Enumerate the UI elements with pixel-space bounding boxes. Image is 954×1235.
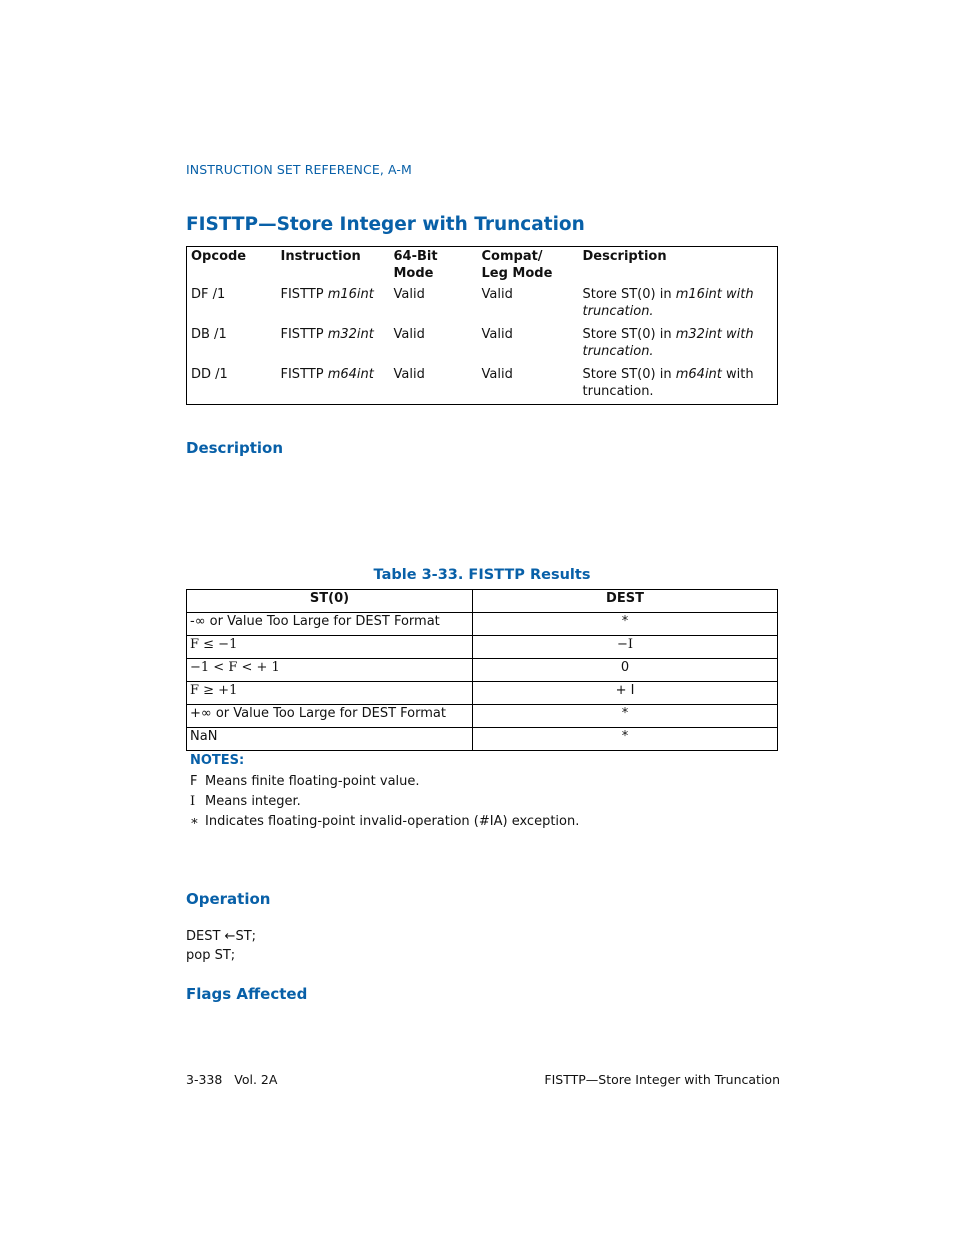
note-item — [190, 794, 301, 809]
compat-cell: Valid — [481, 327, 513, 342]
desc-prefix: Store ST(0) in — [582, 287, 672, 302]
dest-cell: * — [473, 705, 778, 728]
note-item — [190, 814, 579, 829]
instruction-cell — [277, 366, 390, 405]
table-row — [187, 613, 778, 636]
st0-cell: NaN — [187, 728, 473, 751]
description-cell — [579, 366, 778, 405]
footer-title: FISTTP—Store Integer with Truncation — [544, 1072, 780, 1087]
opcode-cell: DB /1 — [191, 327, 227, 342]
mnemonic: FISTTP — [280, 327, 324, 342]
running-head: INSTRUCTION SET REFERENCE, A-M — [186, 162, 412, 177]
st0-cell: −1 < F < + 1 — [187, 659, 473, 682]
table-row — [187, 326, 778, 366]
dest-cell: * — [473, 613, 778, 636]
table-row — [187, 682, 778, 705]
compat-cell: Valid — [481, 367, 513, 382]
description-cell — [579, 286, 778, 326]
compat-cell: Valid — [481, 287, 513, 302]
results-table-caption: Table 3-33. FISTTP Results — [373, 567, 591, 583]
code-line: DEST ←ST; — [186, 929, 257, 944]
st0-cell: +∞ or Value Too Large for DEST Format — [187, 705, 473, 728]
st0-cell: F ≥ +1 — [187, 682, 473, 705]
table-row — [187, 659, 778, 682]
table-row — [187, 705, 778, 728]
mnemonic: FISTTP — [280, 287, 324, 302]
dest-cell: 0 — [473, 659, 778, 682]
dest-cell: + I — [473, 682, 778, 705]
table-row — [187, 636, 778, 659]
st0-cell: -∞ or Value Too Large for DEST Format — [187, 613, 473, 636]
note-text: Indicates floating-point invalid-operation (#IA) exception. — [205, 814, 580, 829]
instruction-cell — [277, 326, 390, 366]
desc-italic: m16int with truncation. — [582, 287, 754, 319]
operation-code — [186, 927, 256, 965]
operation-heading: Operation — [186, 890, 271, 908]
note-symbol: ∗ — [190, 814, 199, 829]
compat-line-1: Compat/ — [481, 249, 543, 264]
col-header-dest: DEST — [473, 590, 778, 613]
opcode-table-header — [187, 247, 778, 287]
flags-affected-heading: Flags Affected — [186, 985, 308, 1003]
dest-cell: −I — [473, 636, 778, 659]
note-symbol: F — [190, 774, 198, 789]
notes-label: NOTES: — [190, 753, 245, 768]
col-header-description: Description — [582, 249, 667, 264]
col-header-instruction: Instruction — [280, 249, 361, 264]
col-header-compat-mode — [478, 247, 579, 287]
operand: m16int — [327, 287, 374, 302]
table-row — [187, 728, 778, 751]
note-symbol: I — [190, 794, 196, 809]
opcode-cell: DD /1 — [191, 367, 228, 382]
desc-plain: with truncation. — [582, 367, 754, 399]
table-row — [187, 366, 778, 405]
note-text: Means finite floating-point value. — [205, 774, 420, 789]
col-header-64bit-mode: 64-Bit Mode — [393, 249, 438, 281]
note-item — [190, 774, 420, 789]
mode64-cell: Valid — [393, 367, 425, 382]
desc-prefix: Store ST(0) in — [582, 367, 672, 382]
mnemonic: FISTTP — [280, 367, 324, 382]
desc-italic: m64int — [675, 367, 722, 382]
note-text: Means integer. — [205, 794, 301, 809]
st0-cell: F ≤ −1 — [187, 636, 473, 659]
col-header-st0: ST(0) — [187, 590, 473, 613]
opcode-table — [186, 246, 778, 405]
col-header-opcode: Opcode — [191, 249, 247, 264]
dest-cell: * — [473, 728, 778, 751]
description-heading: Description — [186, 439, 284, 457]
desc-prefix: Store ST(0) in — [582, 327, 672, 342]
results-table-header — [187, 590, 778, 613]
description-cell — [579, 326, 778, 366]
mode64-cell: Valid — [393, 287, 425, 302]
compat-line-2: Leg Mode — [481, 266, 553, 281]
table-row — [187, 286, 778, 326]
desc-italic: m32int with truncation. — [582, 327, 754, 359]
operand: m64int — [327, 367, 374, 382]
instruction-cell — [277, 286, 390, 326]
footer-page-number: 3-338 Vol. 2A — [186, 1072, 278, 1087]
operand: m32int — [327, 327, 374, 342]
code-line: pop ST; — [186, 948, 236, 963]
opcode-cell: DF /1 — [191, 287, 226, 302]
page-title: FISTTP—Store Integer with Truncation — [186, 214, 585, 235]
mode64-cell: Valid — [393, 327, 425, 342]
results-table — [186, 589, 778, 751]
